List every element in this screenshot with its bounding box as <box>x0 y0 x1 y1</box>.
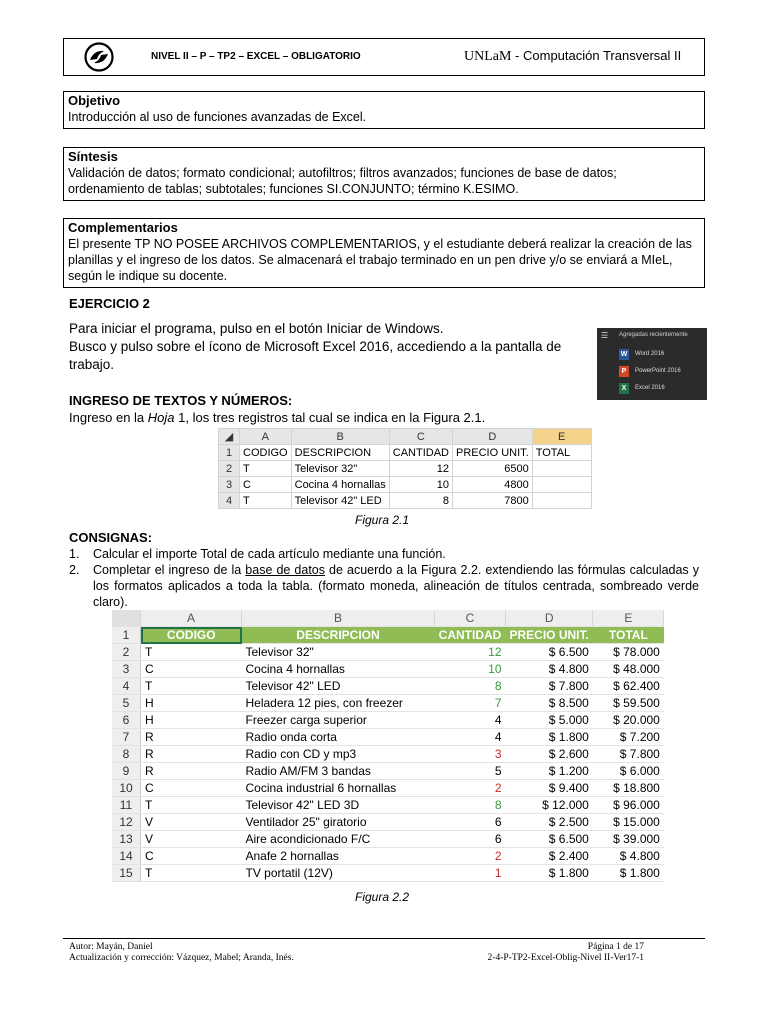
cantidad-cell: 1 <box>435 865 506 882</box>
cantidad-cell: 8 <box>435 797 506 814</box>
precio-cell: $ 8.500 <box>506 695 593 712</box>
footer-left <box>69 942 294 964</box>
descripcion-cell: TV portatil (12V) <box>242 865 435 882</box>
descripcion-cell: Cocina 4 hornallas <box>242 661 435 678</box>
ingreso-text-post: 1, los tres registros tal cual se indica en la Figura 2.1. <box>174 410 486 425</box>
row-number: 9 <box>112 763 141 780</box>
objetivo-text: Introducción al uso de funciones avanzadas de Excel. <box>68 110 367 124</box>
table-row <box>112 695 664 712</box>
descripcion-cell: Radio AM/FM 3 bandas <box>242 763 435 780</box>
table-row <box>112 746 664 763</box>
codigo-cell: R <box>141 746 242 763</box>
header-cell: TOTAL <box>593 627 664 644</box>
cell <box>532 461 591 477</box>
total-cell: $ 78.000 <box>593 644 664 661</box>
figure-2-2-table <box>112 610 664 882</box>
table-row <box>112 780 664 797</box>
header-cell: CODIGO <box>141 627 242 644</box>
hamburger-icon: ☰ <box>601 331 609 340</box>
row-number: 1 <box>112 627 141 644</box>
list-item <box>69 562 699 610</box>
total-cell: $ 20.000 <box>593 712 664 729</box>
cantidad-cell: 10 <box>435 661 506 678</box>
precio-cell: $ 6.500 <box>506 644 593 661</box>
total-cell: $ 15.000 <box>593 814 664 831</box>
header-cell: DESCRIPCION <box>242 627 435 644</box>
ejercicio-heading: EJERCICIO 2 <box>69 296 150 311</box>
cantidad-cell: 2 <box>435 780 506 797</box>
descripcion-cell: Heladera 12 pies, con freezer <box>242 695 435 712</box>
cell: TOTAL <box>532 445 591 461</box>
header-subject: - Computación Transversal II <box>511 48 682 63</box>
total-cell: $ 1.800 <box>593 865 664 882</box>
header-institution <box>464 48 681 65</box>
codigo-cell: V <box>141 831 242 848</box>
table-row <box>219 477 592 493</box>
precio-cell: $ 5.000 <box>506 712 593 729</box>
row-number: 2 <box>112 644 141 661</box>
intro-line-2: Busco y pulso sobre el ícono de Microsoft Excel 2016, accediendo a la pantalla de <box>69 339 562 354</box>
ingreso-hoja: Hoja <box>147 410 175 425</box>
row-number: 7 <box>112 729 141 746</box>
table-row <box>112 814 664 831</box>
total-cell: $ 39.000 <box>593 831 664 848</box>
cell: Televisor 42" LED <box>291 493 389 509</box>
word-icon: W <box>620 351 628 358</box>
total-cell: $ 59.500 <box>593 695 664 712</box>
menu-item-excel <box>619 382 699 396</box>
cell: C <box>240 477 292 493</box>
row-number: 3 <box>112 661 141 678</box>
descripcion-cell: Radio con CD y mp3 <box>242 746 435 763</box>
cantidad-cell: 6 <box>435 814 506 831</box>
column-header-row <box>219 429 592 445</box>
figure-2-1-table <box>218 428 592 509</box>
descripcion-cell: Aire acondicionado F/C <box>242 831 435 848</box>
cell: PRECIO UNIT. <box>452 445 532 461</box>
codigo-cell: V <box>141 814 242 831</box>
row-number: 14 <box>112 848 141 865</box>
sintesis-line-2: ordenamiento de tablas; subtotales; funciones SI.CONJUNTO; término K.ESIMO. <box>68 182 519 196</box>
descripcion-cell: Anafe 2 hornallas <box>242 848 435 865</box>
descripcion-cell: Televisor 42" LED 3D <box>242 797 435 814</box>
table-row <box>112 848 664 865</box>
list-item <box>69 546 699 562</box>
cell: CANTIDAD <box>389 445 452 461</box>
figure-2-1-caption: Figura 2.1 <box>355 513 410 527</box>
table-row <box>112 763 664 780</box>
sintesis-box <box>63 147 705 201</box>
list-number: 2. <box>69 563 80 577</box>
codigo-cell: T <box>141 644 242 661</box>
total-cell: $ 18.800 <box>593 780 664 797</box>
cell: 8 <box>389 493 452 509</box>
cell: T <box>240 493 292 509</box>
sintesis-line-1: Validación de datos; formato condicional; autofiltros; filtros avanzados; funciones de base de datos; <box>68 166 617 180</box>
row-number: 3 <box>219 477 240 493</box>
codigo-cell: H <box>141 695 242 712</box>
windows-start-menu-thumbnail <box>597 328 707 400</box>
descripcion-cell: Televisor 32" <box>242 644 435 661</box>
cell: T <box>240 461 292 477</box>
footer-pagina: Página 1 de 17 <box>587 942 644 952</box>
cantidad-cell: 2 <box>435 848 506 865</box>
cell: 4800 <box>452 477 532 493</box>
header-row <box>112 627 664 644</box>
select-all-corner <box>112 610 141 627</box>
precio-cell: $ 2.600 <box>506 746 593 763</box>
cantidad-cell: 4 <box>435 729 506 746</box>
row-number: 2 <box>219 461 240 477</box>
column-letter: D <box>452 429 532 445</box>
precio-cell: $ 1.200 <box>506 763 593 780</box>
descripcion-cell: Ventilador 25" giratorio <box>242 814 435 831</box>
table-row <box>219 445 592 461</box>
row-number: 12 <box>112 814 141 831</box>
row-number: 11 <box>112 797 141 814</box>
cantidad-cell: 7 <box>435 695 506 712</box>
menu-item-powerpoint <box>619 365 699 379</box>
column-letter: A <box>141 610 242 627</box>
cell: 6500 <box>452 461 532 477</box>
table-row <box>219 493 592 509</box>
cell <box>532 477 591 493</box>
codigo-cell: C <box>141 661 242 678</box>
column-letter: B <box>291 429 389 445</box>
precio-cell: $ 9.400 <box>506 780 593 797</box>
row-number: 4 <box>219 493 240 509</box>
table-row <box>112 644 664 661</box>
intro-paragraph <box>69 320 589 374</box>
column-letter: A <box>240 429 292 445</box>
table-row <box>219 461 592 477</box>
footer-codigo: 2-4-P-TP2-Excel-Oblig-Nivel II-Ver17-1 <box>487 953 644 963</box>
table-row <box>112 831 664 848</box>
total-cell: $ 7.800 <box>593 746 664 763</box>
column-letter: C <box>389 429 452 445</box>
cell: Televisor 32" <box>291 461 389 477</box>
row-number: 13 <box>112 831 141 848</box>
header-brand: UNLaM <box>464 49 512 64</box>
codigo-cell: T <box>141 865 242 882</box>
descripcion-cell: Freezer carga superior <box>242 712 435 729</box>
table-row <box>112 797 664 814</box>
descripcion-cell: Cocina industrial 6 hornallas <box>242 780 435 797</box>
total-cell: $ 96.000 <box>593 797 664 814</box>
cantidad-cell: 4 <box>435 712 506 729</box>
codigo-cell: C <box>141 848 242 865</box>
codigo-cell: T <box>141 797 242 814</box>
cantidad-cell: 12 <box>435 644 506 661</box>
base-de-datos-term: base de datos <box>245 563 325 577</box>
column-letter: C <box>435 610 506 627</box>
complementarios-line-2: planillas y el ingreso de los datos. Se almacenará el trabajo terminado en un pen drive y/o se enviará a MIeL, <box>68 253 673 267</box>
header-cell: CANTIDAD <box>435 627 506 644</box>
total-cell: $ 48.000 <box>593 661 664 678</box>
cell <box>532 493 591 509</box>
header-course-code: NIVEL II – P – TP2 – EXCEL – OBLIGATORIO <box>151 51 361 62</box>
cantidad-cell: 5 <box>435 763 506 780</box>
cell: 12 <box>389 461 452 477</box>
consigna-2-post: de acuerdo a la Figura 2.2. extendiendo las fórmulas calculadas y los formatos aplicados a toda la tabla. (formato moneda, alineación de títulos centrada, sombreado verde claro). <box>93 563 699 609</box>
table-row <box>112 712 664 729</box>
menu-item-label: Excel 2016 <box>635 385 665 391</box>
total-cell: $ 6.000 <box>593 763 664 780</box>
footer-right <box>440 942 644 964</box>
codigo-cell: C <box>141 780 242 797</box>
row-number: 4 <box>112 678 141 695</box>
cell: DESCRIPCION <box>291 445 389 461</box>
cantidad-cell: 3 <box>435 746 506 763</box>
column-letter: B <box>242 610 435 627</box>
column-letter: E <box>532 429 591 445</box>
objetivo-box <box>63 91 705 129</box>
cell: CODIGO <box>240 445 292 461</box>
row-number: 10 <box>112 780 141 797</box>
menu-item-label: PowerPoint 2016 <box>635 368 681 374</box>
row-number: 1 <box>219 445 240 461</box>
codigo-cell: T <box>141 678 242 695</box>
select-all-corner: ◢ <box>219 429 240 445</box>
footer-autor: Autor: Mayán, Daniel <box>69 942 153 952</box>
objetivo-title: Objetivo <box>68 93 121 108</box>
intro-line-1: Para iniciar el programa, pulso en el botón Iniciar de Windows. <box>69 321 444 336</box>
consigna-1-text: Calcular el importe Total de cada artículo mediante una función. <box>93 547 446 561</box>
total-cell: $ 4.800 <box>593 848 664 865</box>
codigo-cell: R <box>141 729 242 746</box>
consignas-list <box>69 546 699 610</box>
column-header-row <box>112 610 664 627</box>
footer-divider <box>63 938 705 939</box>
precio-cell: $ 1.800 <box>506 865 593 882</box>
column-letter: D <box>506 610 593 627</box>
cell: Cocina 4 hornallas <box>291 477 389 493</box>
row-number: 6 <box>112 712 141 729</box>
complementarios-line-1: El presente TP NO POSEE ARCHIVOS COMPLEMENTARIOS, y el estudiante deberá realizar la creación de las <box>68 237 692 251</box>
consigna-2-pre: Completar el ingreso de la <box>93 563 246 577</box>
precio-cell: $ 1.800 <box>506 729 593 746</box>
recent-header: Agregadas recientemente <box>619 332 688 338</box>
powerpoint-icon: P <box>619 366 629 377</box>
ingreso-heading: INGRESO DE TEXTOS Y NÚMEROS: <box>69 393 293 408</box>
list-number: 1. <box>69 547 80 561</box>
table-row <box>112 661 664 678</box>
codigo-cell: R <box>141 763 242 780</box>
footer-actualizacion: Actualización y corrección: Vázquez, Mabel; Aranda, Inés. <box>69 953 294 963</box>
precio-cell: $ 12.000 <box>506 797 593 814</box>
precio-cell: $ 4.800 <box>506 661 593 678</box>
cantidad-cell: 8 <box>435 678 506 695</box>
cell: 7800 <box>452 493 532 509</box>
menu-item-label: Word 2016 <box>635 351 665 357</box>
codigo-cell: H <box>141 712 242 729</box>
ingreso-text-pre: Ingreso en la <box>69 410 148 425</box>
complementarios-title: Complementarios <box>68 220 178 235</box>
menu-item-word <box>619 348 699 362</box>
precio-cell: $ 2.400 <box>506 848 593 865</box>
precio-cell: $ 2.500 <box>506 814 593 831</box>
complementarios-line-3: según le indique su docente. <box>68 269 228 283</box>
excel-icon: X <box>619 383 629 394</box>
total-cell: $ 7.200 <box>593 729 664 746</box>
row-number: 8 <box>112 746 141 763</box>
figure-2-2-caption: Figura 2.2 <box>355 890 410 904</box>
row-number: 5 <box>112 695 141 712</box>
total-cell: $ 62.400 <box>593 678 664 695</box>
column-letter: E <box>593 610 664 627</box>
cell: 10 <box>389 477 452 493</box>
precio-cell: $ 6.500 <box>506 831 593 848</box>
table-row <box>112 865 664 882</box>
consignas-heading: CONSIGNAS: <box>69 530 153 545</box>
complementarios-box <box>63 218 705 288</box>
row-number: 15 <box>112 865 141 882</box>
sintesis-title: Síntesis <box>68 149 118 164</box>
ingreso-text <box>69 410 485 425</box>
descripcion-cell: Radio onda corta <box>242 729 435 746</box>
header-cell: PRECIO UNIT. <box>506 627 593 644</box>
precio-cell: $ 7.800 <box>506 678 593 695</box>
cantidad-cell: 6 <box>435 831 506 848</box>
unlam-logo-icon <box>84 42 114 72</box>
table-row <box>112 729 664 746</box>
intro-line-3: trabajo. <box>69 357 115 372</box>
table-row <box>112 678 664 695</box>
descripcion-cell: Televisor 42" LED <box>242 678 435 695</box>
